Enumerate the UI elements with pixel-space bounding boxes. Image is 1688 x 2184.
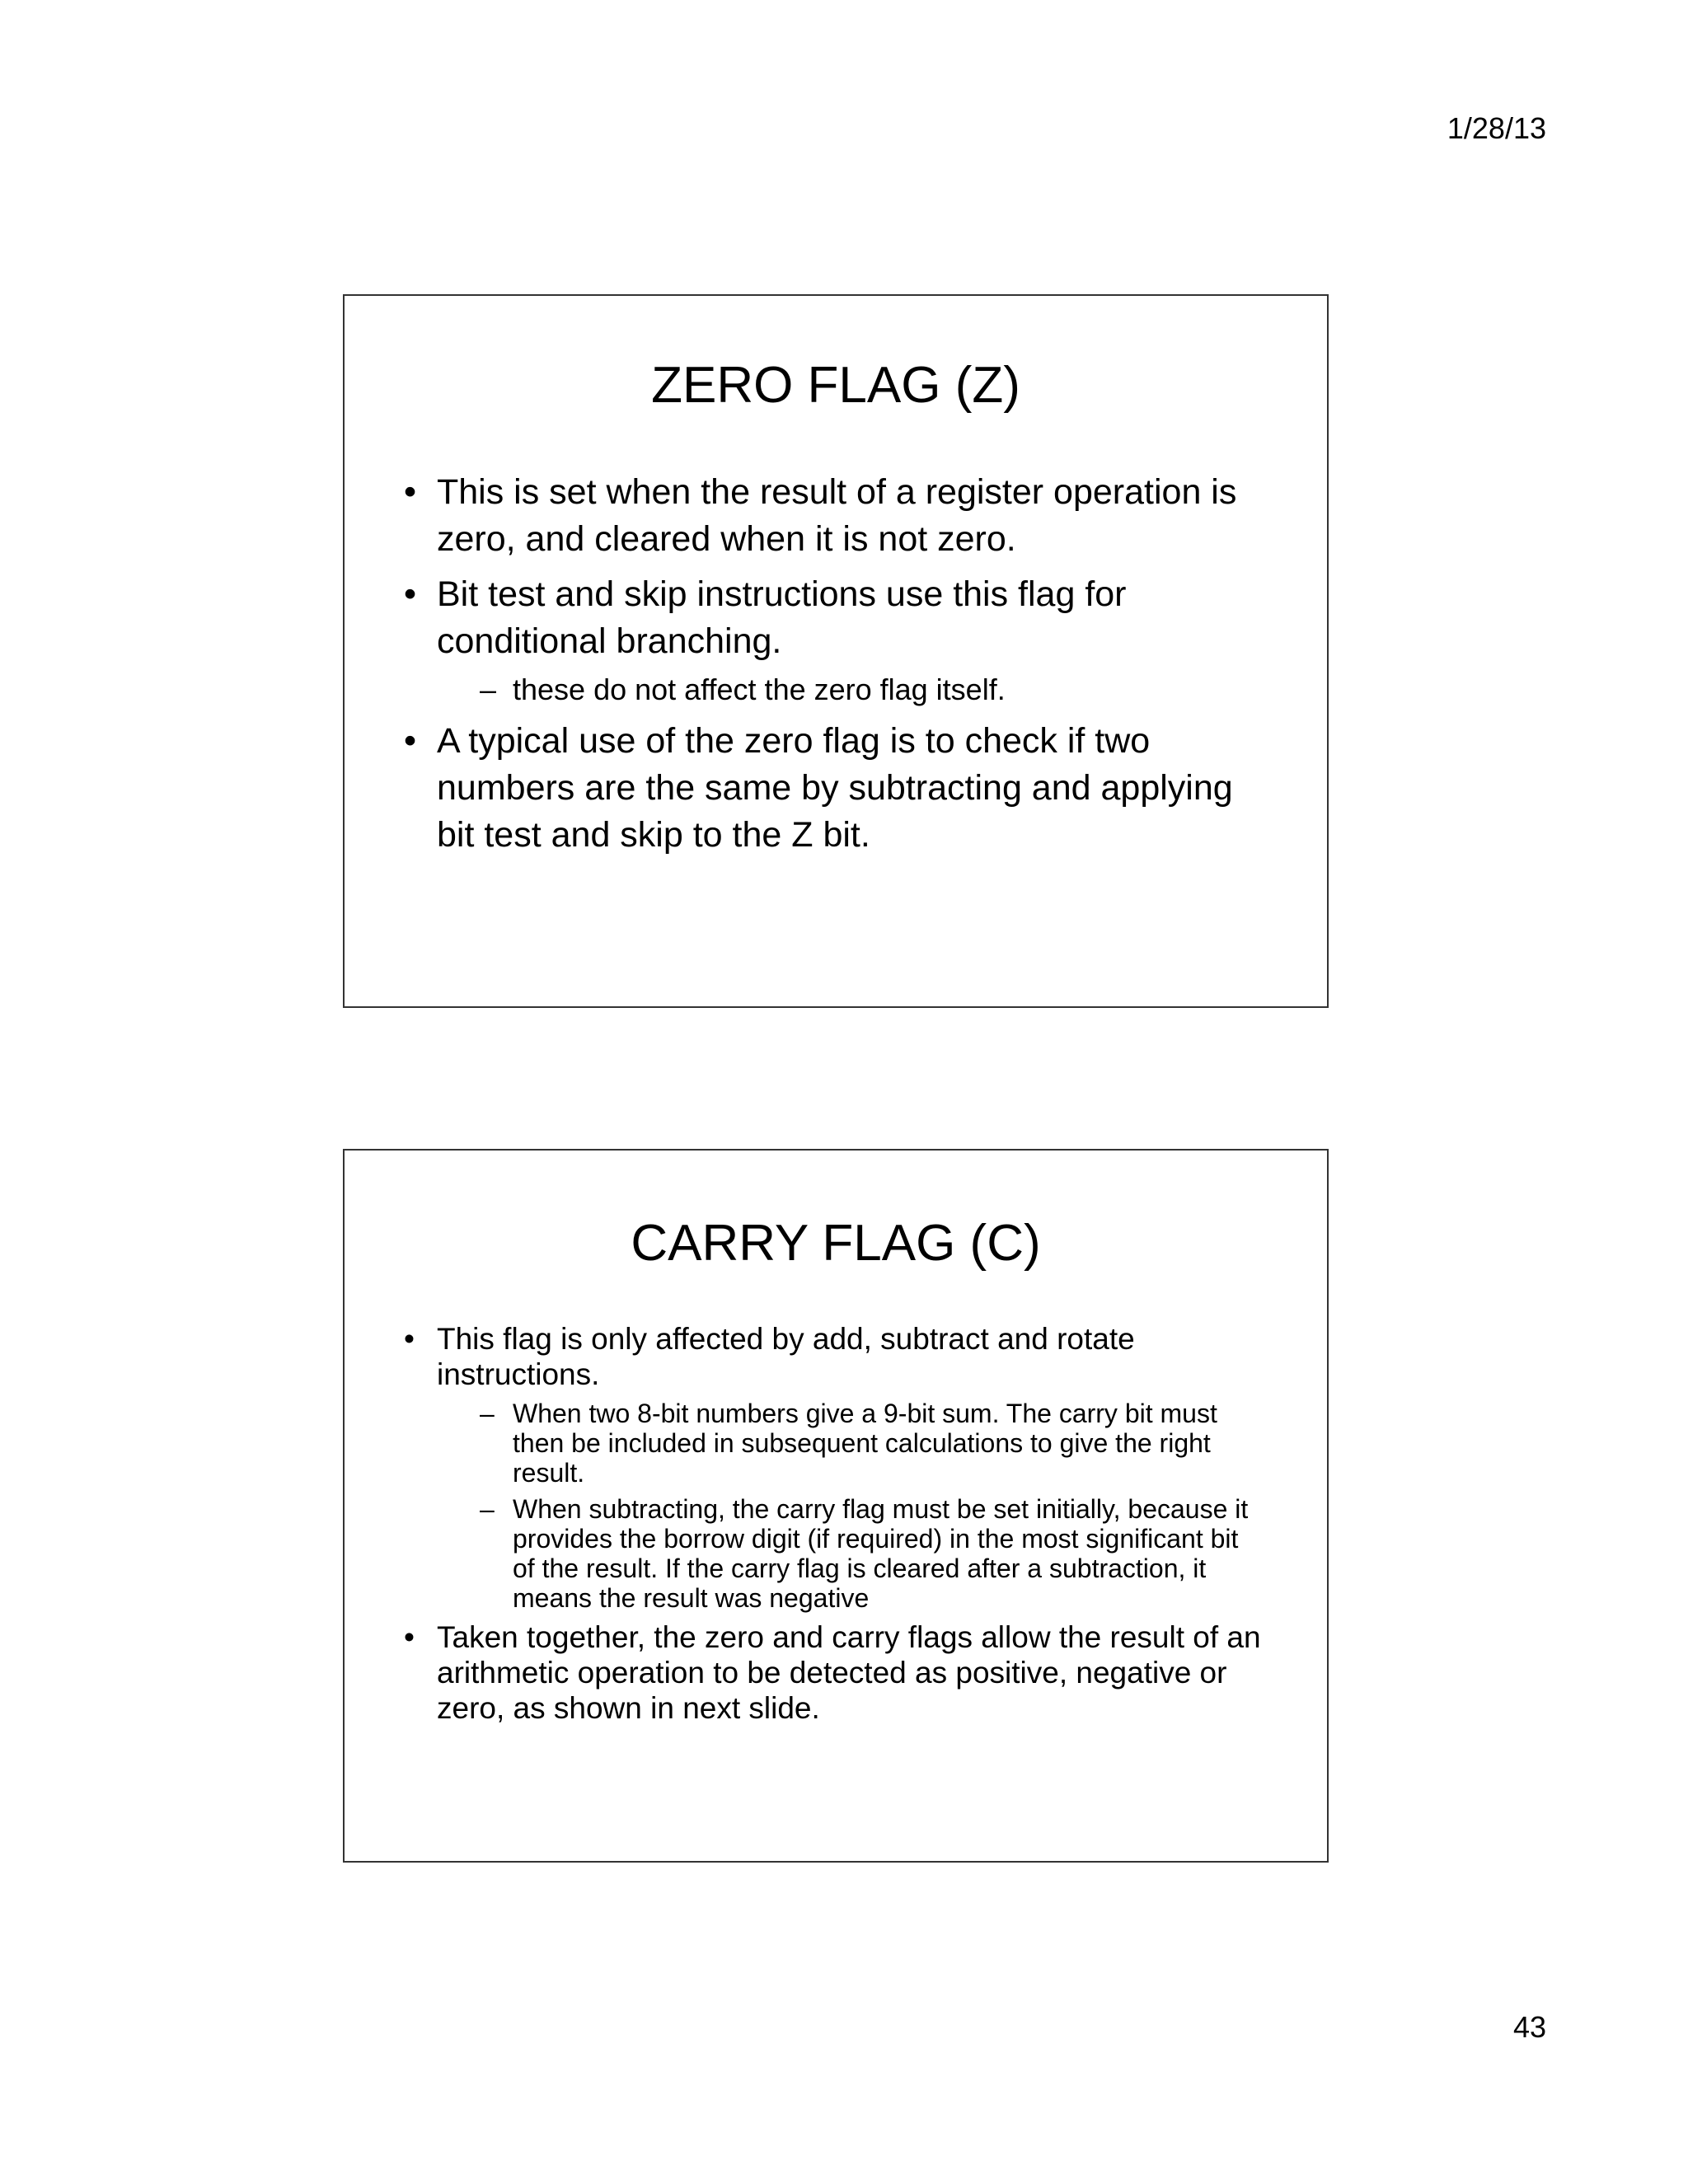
bullet-text: This is set when the result of a register operation is zero, and cleared when it is not zero. (437, 472, 1237, 559)
slide-carry-flag (343, 1149, 1329, 1863)
sub-bullet-item (480, 670, 1264, 710)
bullet-marker: • (404, 574, 417, 614)
slide-zero-flag (343, 294, 1329, 1008)
bullet-text: Taken together, the zero and carry flags allow the result of an arithmetic operation to be detected as positive, negative or zero, as shown in next slide. (437, 1620, 1261, 1725)
sub-bullet-text: these do not affect the zero flag itself. (513, 673, 1006, 706)
sub-bullet-marker: – (480, 1494, 495, 1524)
bullet-marker: • (404, 1620, 415, 1654)
sub-bullet-list (480, 1399, 1264, 1613)
sub-bullet-text: When two 8-bit numbers give a 9-bit sum. The carry bit must then be included in subsequent calculations to give the right result. (513, 1399, 1217, 1488)
bullet-text: This flag is only affected by add, subtract and rotate instructions. (437, 1322, 1135, 1391)
bullet-list (397, 469, 1264, 867)
bullet-item (397, 1619, 1264, 1726)
bullet-item (397, 469, 1264, 563)
bullet-text: Bit test and skip instructions use this flag for conditional branching. (437, 574, 1127, 661)
bullet-marker: • (404, 721, 417, 761)
bullet-item (397, 571, 1264, 710)
bullet-item (397, 718, 1264, 859)
sub-bullet-item (480, 1494, 1264, 1613)
page-date: 1/28/13 (1447, 111, 1546, 145)
bullet-text: A typical use of the zero flag is to check if two numbers are the same by subtracting and applying bit test and skip to the Z bit. (437, 721, 1233, 855)
sub-bullet-marker: – (480, 673, 497, 706)
sub-bullet-marker: – (480, 1399, 495, 1428)
sub-bullet-text: When subtracting, the carry flag must be set initially, because it provides the borrow digit (if required) in the most significant bit of the result. If the carry flag is cleared after a subtraction, it means the result was negative (513, 1494, 1249, 1613)
sub-bullet-item (480, 1399, 1264, 1488)
page-number: 43 (1512, 2010, 1546, 2044)
bullet-list (397, 1321, 1264, 1731)
bullet-item (397, 1321, 1264, 1613)
slide-title: CARRY FLAG (C) (631, 1215, 1041, 1272)
bullet-marker: • (404, 1322, 415, 1356)
slide-title: ZERO FLAG (Z) (651, 357, 1020, 414)
bullet-marker: • (404, 472, 417, 512)
sub-bullet-list (480, 670, 1264, 710)
